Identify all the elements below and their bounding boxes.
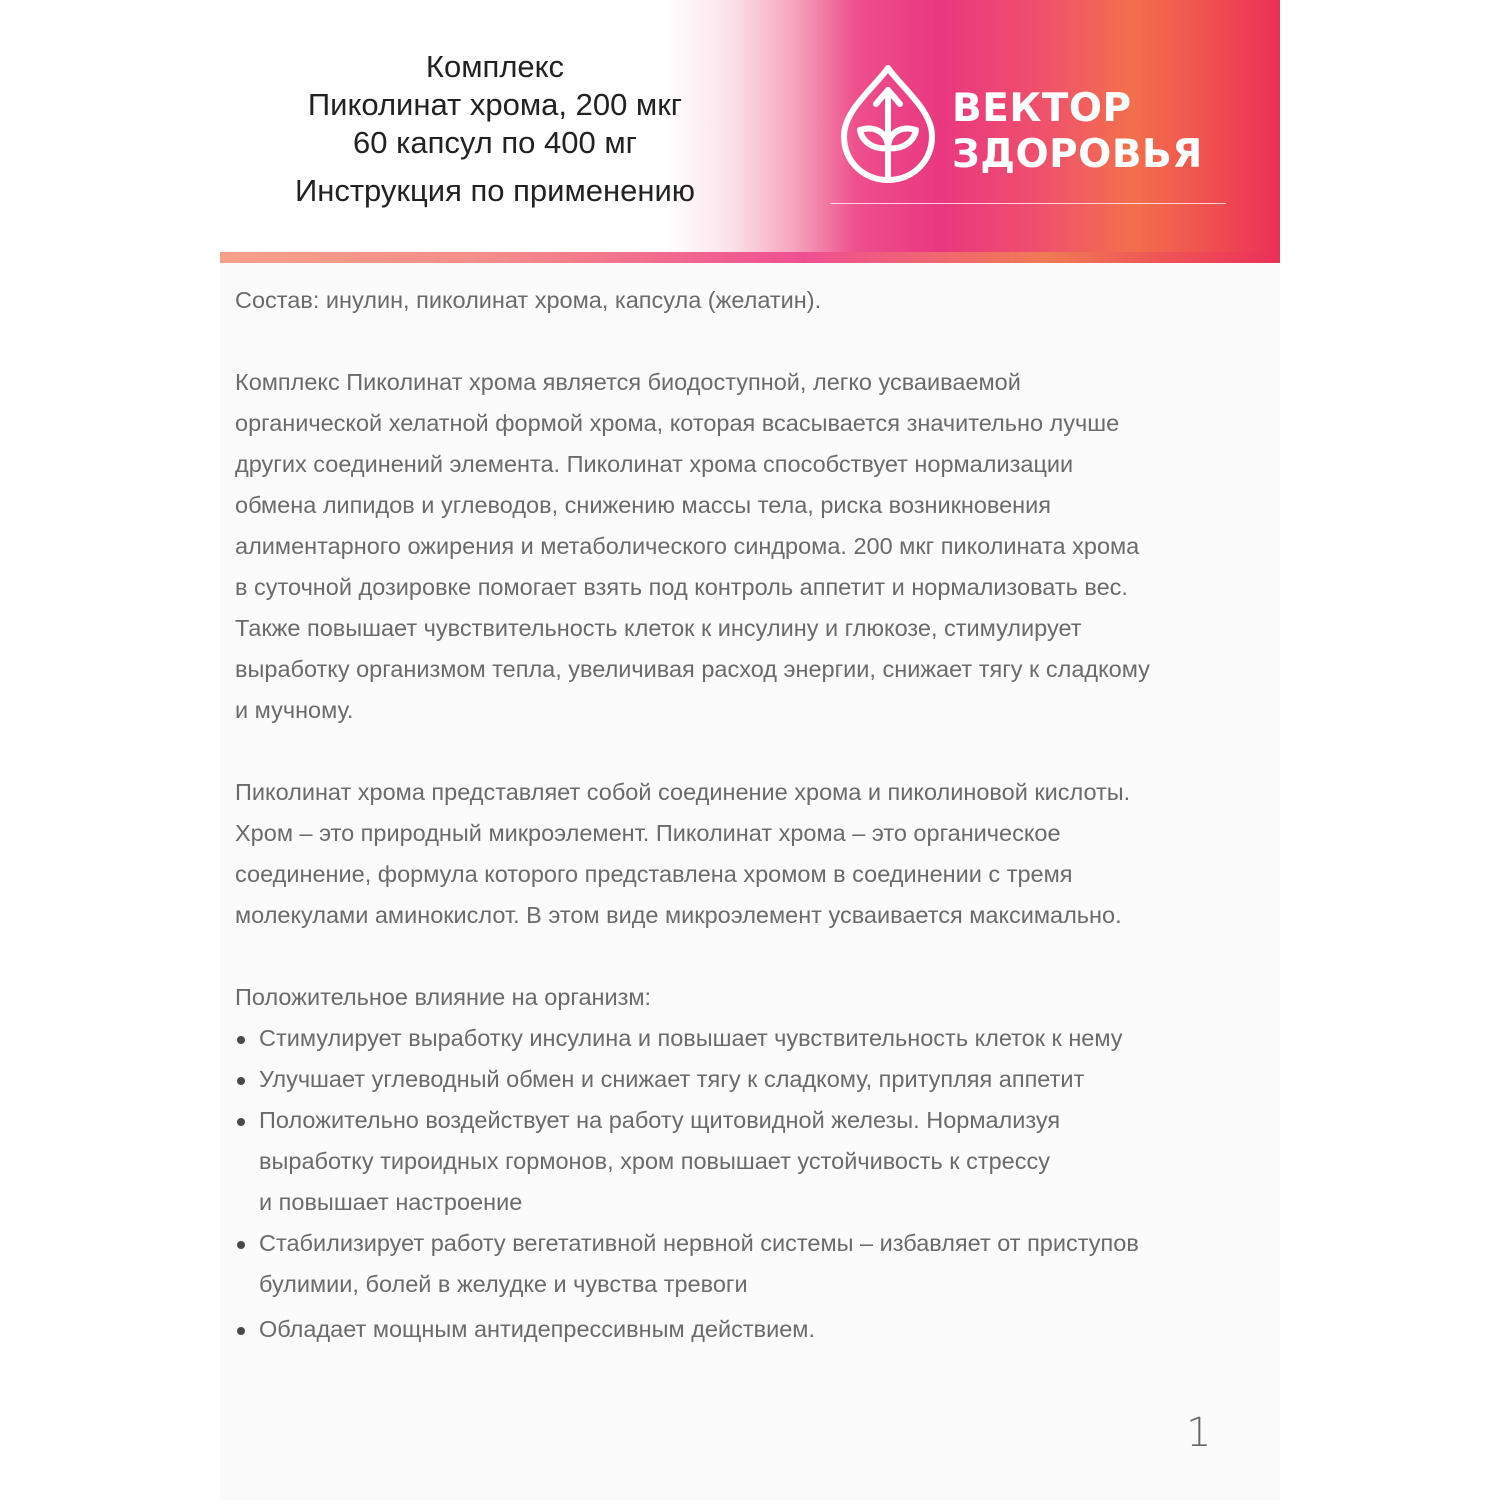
title-line-2: Пиколинат хрома, 200 мкг bbox=[307, 87, 683, 122]
paragraph-line: Пиколинат хрома представляет собой соединение хрома и пиколиновой кислоты. bbox=[235, 779, 1131, 805]
brand-name bbox=[952, 86, 1203, 178]
list-item-line: Обладает мощным антидепрессивным действием. bbox=[259, 1316, 815, 1342]
document-subtitle: Инструкция по применению bbox=[294, 173, 696, 208]
composition-text: Состав: инулин, пиколинат хрома, капсула (желатин). bbox=[235, 287, 822, 313]
list-item bbox=[235, 1223, 1275, 1305]
page-number: 1 bbox=[1186, 1410, 1212, 1456]
paragraph-line: Хром – это природный микроэлемент. Пиколинат хрома – это органическое bbox=[235, 820, 1061, 846]
benefits-heading: Положительное влияние на организм: bbox=[235, 984, 652, 1010]
chemistry-paragraph bbox=[235, 772, 1275, 936]
list-item-line: Положительно воздействует на работу щитовидной железы. Нормализуя bbox=[259, 1107, 1061, 1133]
description-paragraph bbox=[235, 362, 1275, 731]
drop-arrow-leaf-logo-icon bbox=[836, 64, 940, 184]
list-item bbox=[235, 1100, 1275, 1223]
paragraph-line: и мучному. bbox=[235, 697, 354, 723]
paragraph-line: Комплекс Пиколинат хрома является биодоступной, легко усваиваемой bbox=[235, 369, 1021, 395]
benefits-list bbox=[235, 1018, 1275, 1350]
paragraph-line: в суточной дозировке помогает взять под контроль аппетит и нормализовать вес. bbox=[235, 574, 1128, 600]
title-line-3: 60 капсул по 400 мг bbox=[353, 125, 637, 160]
paragraph-line: алиментарного ожирения и метаболического синдрома. 200 мкг пиколината хрома bbox=[235, 533, 1140, 559]
list-item bbox=[235, 1018, 1275, 1059]
paragraph-line: выработку организмом тепла, увеличивая расход энергии, снижает тягу к сладкому bbox=[235, 656, 1150, 682]
list-item-line: и повышает настроение bbox=[259, 1189, 523, 1215]
brand-logo bbox=[836, 64, 1236, 194]
list-item-line: булимии, болей в желудке и чувства тревоги bbox=[259, 1271, 748, 1297]
title-line-1: Комплекс bbox=[425, 49, 565, 84]
list-item bbox=[235, 1059, 1275, 1100]
paragraph-line: других соединений элемента. Пиколинат хрома способствует нормализации bbox=[235, 451, 1074, 477]
instruction-body bbox=[235, 280, 1275, 1350]
paragraph-line: молекулами аминокислот. В этом виде микроэлемент усваивается максимально. bbox=[235, 902, 1122, 928]
paragraph-line: соединение, формула которого представлена хромом в соединении с тремя bbox=[235, 861, 1073, 887]
paragraph-line: органической хелатной формой хрома, которая всасывается значительно лучше bbox=[235, 410, 1120, 436]
list-item bbox=[235, 1309, 1275, 1350]
paragraph-line: Также повышает чувствительность клеток к инсулину и глюкозе, стимулирует bbox=[235, 615, 1082, 641]
list-item-line: Стабилизирует работу вегетативной нервной системы – избавляет от приступов bbox=[259, 1230, 1139, 1256]
title-block bbox=[255, 48, 735, 210]
logo-divider bbox=[830, 203, 1226, 204]
brand-name-line-1: ВЕКТОР bbox=[952, 86, 1132, 131]
paragraph-line: обмена липидов и углеводов, снижению массы тела, риска возникновения bbox=[235, 492, 1052, 518]
list-item-line: Стимулирует выработку инсулина и повышает чувствительность клеток к нему bbox=[259, 1025, 1123, 1051]
brand-name-line-2: ЗДОРОВЬЯ bbox=[952, 132, 1203, 177]
header-gradient-bar bbox=[220, 252, 1280, 263]
list-item-line: Улучшает углеводный обмен и снижает тягу к сладкому, притупляя аппетит bbox=[259, 1066, 1085, 1092]
list-item-line: выработку тироидных гормонов, хром повышает устойчивость к стрессу bbox=[259, 1148, 1050, 1174]
